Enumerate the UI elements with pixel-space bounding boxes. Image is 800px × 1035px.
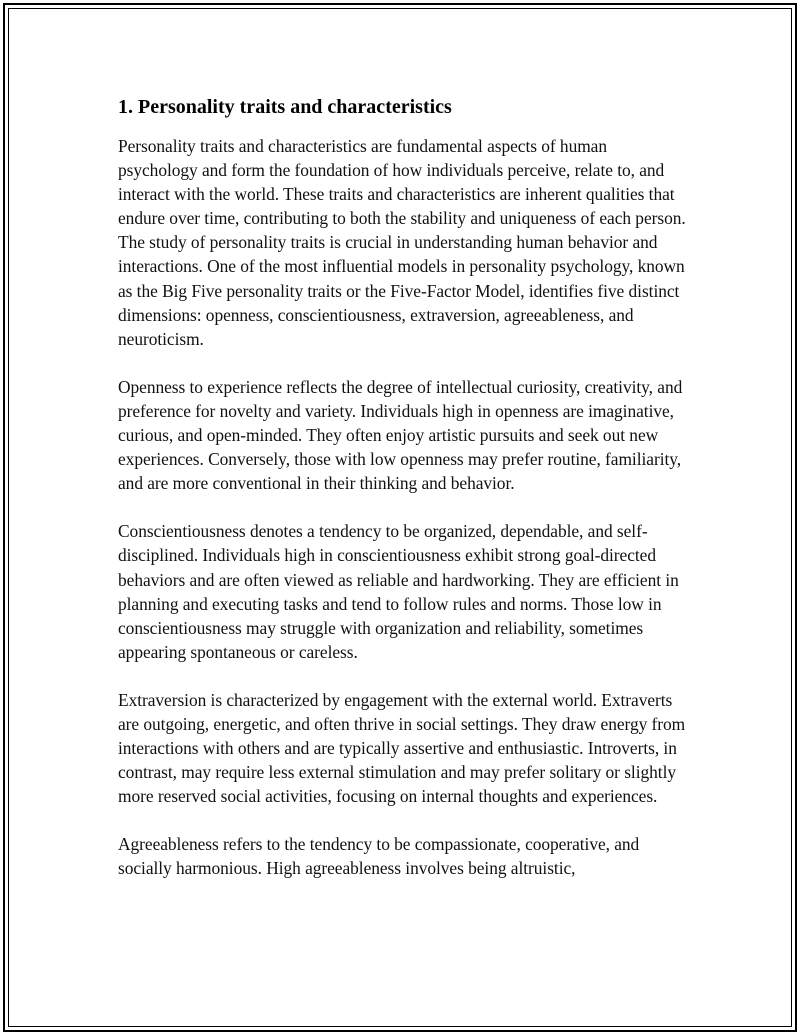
- paragraph-extraversion: Extraversion is characterized by engagement with the external world. Extraverts are outgoing, energetic, and often thrive in social settings. They draw energy from interactions with others and are typically assertive and enthusiastic. Introverts, in contrast, may require less external stimulation and may prefer solitary or slightly more reserved social activities, focusing on internal thoughts and experiences.: [118, 689, 686, 807]
- document-body: [118, 94, 690, 905]
- paragraph-conscientiousness: Conscientiousness denotes a tendency to be organized, dependable, and self-disciplined. Individuals high in conscientiousness exhibit strong goal-directed behaviors and are often viewed as reliable and hardworking. They are efficient in planning and executing tasks and tend to follow rules and norms. Those low in conscientiousness may struggle with organization and reliability, sometimes appearing spontaneous or careless.: [118, 521, 679, 662]
- paragraph-agreeableness: Agreeableness refers to the tendency to be compassionate, cooperative, and socially harmonious. High agreeableness involves being altruistic,: [118, 834, 640, 879]
- section-heading: 1. Personality traits and characteristics: [118, 96, 452, 118]
- paragraph-openness: Openness to experience reflects the degree of intellectual curiosity, creativity, and preference for novelty and variety. Individuals high in openness are imaginative, curious, and open-minded. They often enjoy artistic pursuits and seek out new experiences. Conversely, those with low openness may prefer routine, familiarity, and are more conventional in their thinking and behavior.: [118, 376, 683, 494]
- paragraph-intro: Personality traits and characteristics are fundamental aspects of human psychology and form the foundation of how individuals perceive, relate to, and interact with the world. These traits and characteristics are inherent qualities that endure over time, contributing to both the stability and uniqueness of each person. The study of personality traits is crucial in understanding human behavior and interactions. One of the most influential models in personality psychology, known as the Big Five personality traits or the Five-Factor Model, identifies five distinct dimensions: openness, conscientiousness, extraversion, agreeableness, and neuroticism.: [118, 136, 686, 349]
